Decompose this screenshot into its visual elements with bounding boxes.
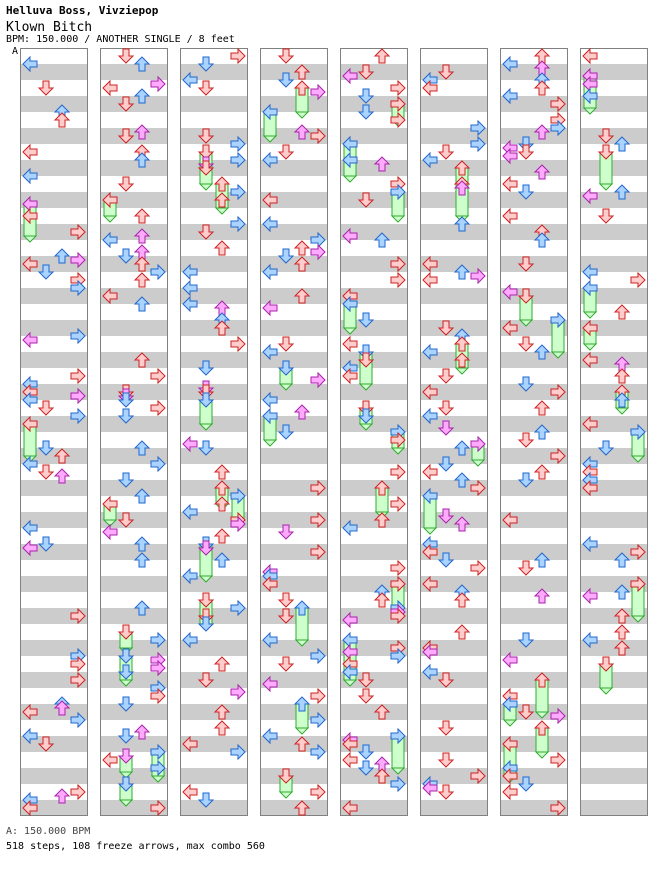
song-title: Klown Bitch	[6, 20, 93, 35]
footer-stats: 518 steps, 108 freeze arrows, max combo 560	[6, 841, 265, 852]
section-marker: A	[12, 46, 19, 57]
song-artist: Helluva Boss, Vivziepop	[6, 4, 159, 17]
chart-info: BPM: 150.000 / ANOTHER SINGLE / 8 feet	[6, 34, 235, 45]
footer-bpm: A: 150.000 BPM	[6, 826, 91, 837]
